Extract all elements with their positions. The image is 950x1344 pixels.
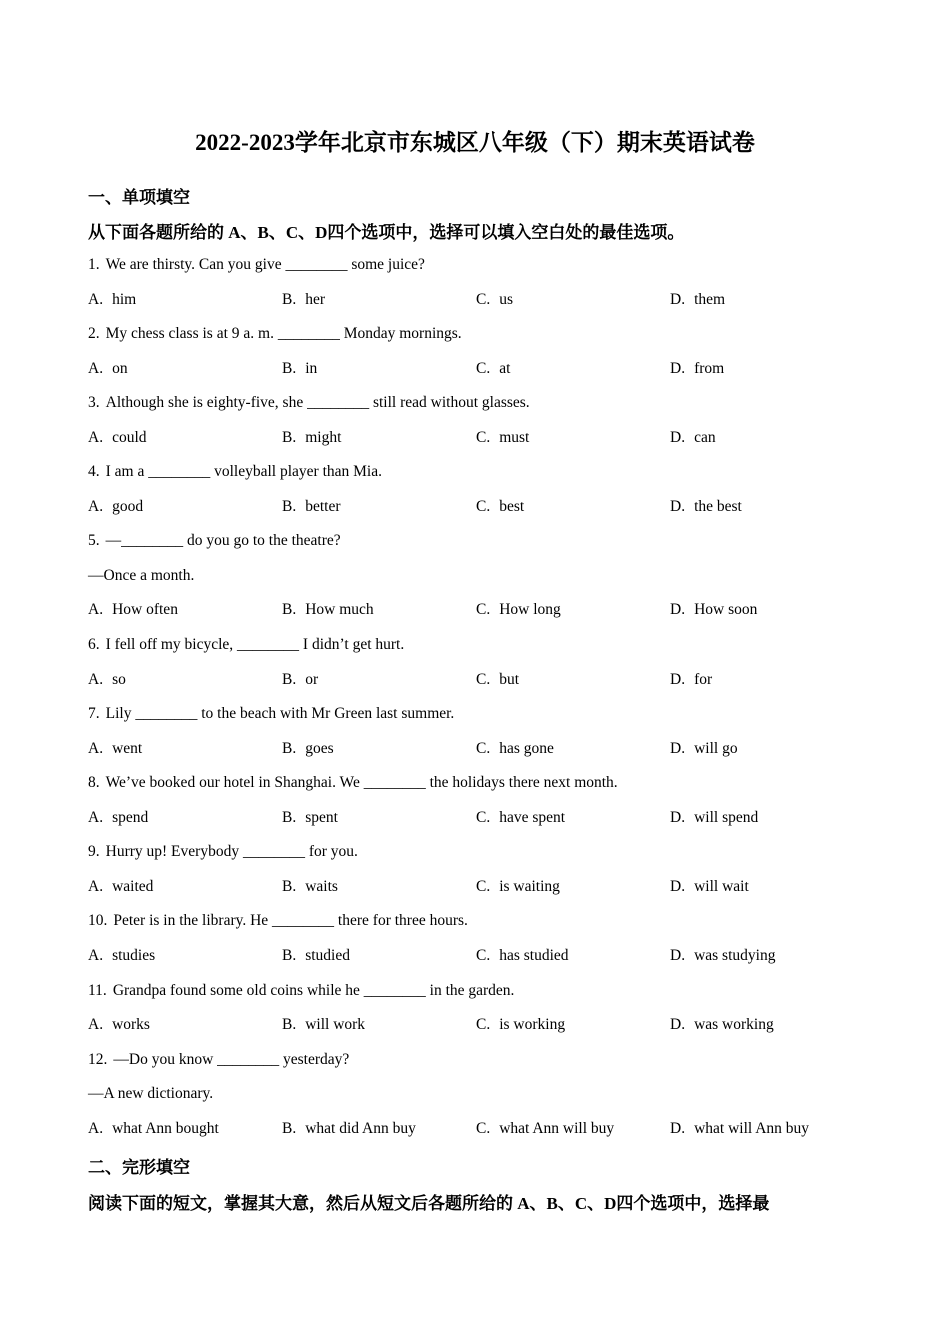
question-1-options [88, 291, 868, 313]
option-d: D. from [670, 360, 725, 377]
question-9: 9. Hurry up! Everybody ________ for you. [88, 843, 358, 860]
section2-instruction: 阅读下面的短文，掌握其大意，然后从短文后各题所给的 A、B、C、D四个选项中，选择最 [88, 1194, 770, 1213]
question-5-reply: —Once a month. [88, 567, 195, 584]
option-c: C. what Ann will buy [476, 1120, 615, 1137]
option-a: A. so [88, 671, 126, 688]
option-d: D. can [670, 429, 716, 446]
option-c: C. is working [476, 1016, 566, 1033]
option-a: A. him [88, 291, 137, 308]
option-a: A. works [88, 1016, 150, 1033]
section2-heading: 二、完形填空 [88, 1158, 190, 1177]
option-b: B. might [282, 429, 342, 446]
question-8: 8. We’ve booked our hotel in Shanghai. We ________ the holidays there next month. [88, 774, 618, 791]
option-c: C. has gone [476, 740, 554, 757]
option-b: B. How much [282, 601, 374, 618]
option-d: D. the best [670, 498, 742, 515]
question-3: 3. Although she is eighty-five, she ________ still read without glasses. [88, 394, 530, 411]
option-c: C. have spent [476, 809, 566, 826]
option-d: D. How soon [670, 601, 758, 618]
option-c: C. but [476, 671, 520, 688]
option-d: D. will spend [670, 809, 759, 826]
option-a: A. good [88, 498, 144, 515]
option-c: C. at [476, 360, 511, 377]
option-b: B. what did Ann buy [282, 1120, 416, 1137]
option-b: B. better [282, 498, 341, 515]
option-a: A. spend [88, 809, 149, 826]
question-5-options [88, 601, 868, 623]
question-4-options [88, 498, 868, 520]
option-b: B. goes [282, 740, 334, 757]
question-4: 4. I am a ________ volleyball player than Mia. [88, 463, 382, 480]
option-c: C. has studied [476, 947, 569, 964]
option-d: D. them [670, 291, 726, 308]
option-c: C. is waiting [476, 878, 560, 895]
option-b: B. or [282, 671, 319, 688]
question-9-options [88, 878, 868, 900]
question-11-options [88, 1016, 868, 1038]
option-a: A. could [88, 429, 147, 446]
question-7-options [88, 740, 868, 762]
option-b: B. spent [282, 809, 338, 826]
option-d: D. will go [670, 740, 738, 757]
option-c: C. us [476, 291, 514, 308]
option-d: D. what will Ann buy [670, 1120, 810, 1137]
question-10-options [88, 947, 868, 969]
section1-instruction: 从下面各题所给的 A、B、C、D四个选项中，选择可以填入空白处的最佳选项。 [88, 223, 685, 242]
option-c: C. best [476, 498, 525, 515]
question-6-options [88, 671, 868, 693]
question-2-options [88, 360, 868, 382]
option-a: A. waited [88, 878, 154, 895]
option-b: B. waits [282, 878, 338, 895]
question-3-options [88, 429, 868, 451]
option-b: B. will work [282, 1016, 366, 1033]
question-7: 7. Lily ________ to the beach with Mr Green last summer. [88, 705, 455, 722]
option-d: D. for [670, 671, 713, 688]
option-b: B. studied [282, 947, 350, 964]
option-d: D. was working [670, 1016, 774, 1033]
option-b: B. her [282, 291, 326, 308]
option-a: A. went [88, 740, 143, 757]
question-1: 1. We are thirsty. Can you give ________ some juice? [88, 256, 425, 273]
option-d: D. will wait [670, 878, 749, 895]
question-6: 6. I fell off my bicycle, ________ I didn’t get hurt. [88, 636, 405, 653]
page-title: 2022-2023学年北京市东城区八年级（下）期末英语试卷 [195, 130, 755, 155]
question-10: 10. Peter is in the library. He ________ there for three hours. [88, 912, 468, 929]
option-a: A. on [88, 360, 128, 377]
option-c: C. must [476, 429, 530, 446]
option-a: A. what Ann bought [88, 1120, 219, 1137]
option-a: A. How often [88, 601, 178, 618]
question-12-reply: —A new dictionary. [88, 1085, 214, 1102]
question-8-options [88, 809, 868, 831]
question-5: 5. —________ do you go to the theatre? [88, 532, 341, 549]
question-12: 12. —Do you know ________ yesterday? [88, 1051, 350, 1068]
question-11: 11. Grandpa found some old coins while he ________ in the garden. [88, 982, 515, 999]
option-b: B. in [282, 360, 318, 377]
option-d: D. was studying [670, 947, 776, 964]
section1-heading: 一、单项填空 [88, 188, 190, 207]
question-12-options [88, 1120, 868, 1142]
question-2: 2. My chess class is at 9 a. m. ________ Monday mornings. [88, 325, 462, 342]
option-a: A. studies [88, 947, 156, 964]
option-c: C. How long [476, 601, 561, 618]
